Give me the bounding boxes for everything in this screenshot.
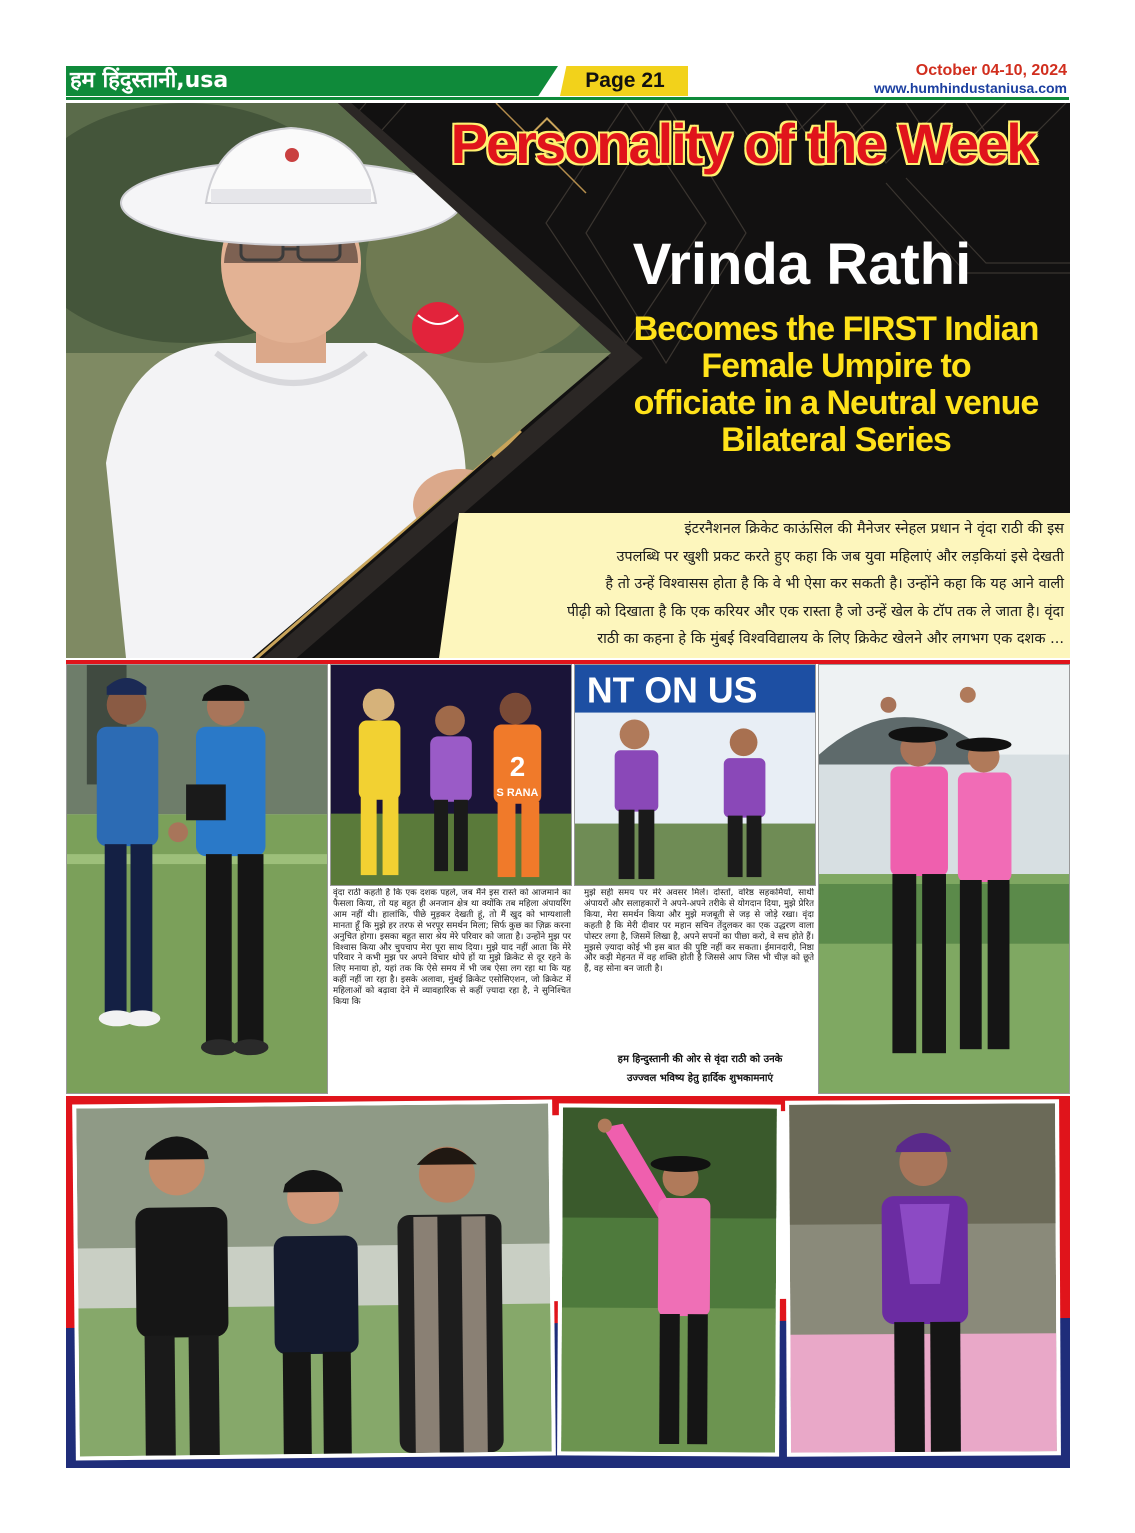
- group-photo-frame: [72, 1099, 556, 1460]
- article-paragraph: मुझे सही समय पर मेरे अवसर मिलें। दोस्तों, वरिष्ठ सहकर्मियों, साथी अंपायरों और सलाहकारों ने अपने-अपने तरीके से योगदान दिया, मुझे प्रेरित किया, मेरा समर्थन किया और मुझे मजबूती से जड़ से जोड़े रखा। वृंदा कहती है कि मेरी दीवार पर महान सचिन तेंदुलकर का एक उद्धरण वाला पोस्टर लगा है, जिसमें लिखा है, अपने सपनों का पीछा करो, वे सच होते हैं। मुझसे ज़्यादा कोई भी इस बात की पुष्टि नहीं कर सकता। ईमानदारी, निष्ठा और कड़ी मेहनत में वह शक्ति होती है जिससे आप जिस भी चीज़ को छूते हैं, वह सोना बन जाती है।: [584, 888, 814, 975]
- publication-name: हम हिंदुस्तानी,usa: [70, 68, 229, 93]
- article-column-2: [584, 888, 814, 1048]
- purple-umpire-frame: [785, 1099, 1061, 1456]
- group-photo: [76, 1104, 552, 1457]
- page-number: Page 21: [585, 69, 665, 92]
- issue-date: October 04-10, 2024: [915, 62, 1067, 79]
- wpl-match-photo: [330, 664, 572, 886]
- section-headline: Personality of the Week: [450, 112, 1036, 175]
- intro-line: राठी का कहना हे कि मुंबई विश्वविद्यालय के लिए क्रिकेट खेलने और लगभग एक दशक ...: [597, 631, 1064, 647]
- intro-line: उपलब्धि पर खुशी प्रकट करते हुए कहा कि जब युवा महिलाएं और लड़कियां इसे देखती: [616, 548, 1064, 565]
- article-column-1: [333, 888, 571, 1093]
- subhead-line: officiate in a Neutral venue: [633, 384, 1039, 422]
- masthead-rule: [66, 97, 1069, 100]
- signalling-umpire-photo: [561, 1107, 777, 1452]
- closing-wishes: [585, 1050, 815, 1088]
- two-umpires-photo: [574, 664, 816, 886]
- handshake-photo: [66, 664, 328, 1094]
- subheadline: [606, 311, 1066, 459]
- subhead-line: Bilateral Series: [721, 421, 951, 459]
- intro-line: है तो उन्हें विश्वासस होता है कि वे भी ऐसा कर सकती है। उन्होंने कहा कि यह आने वाली: [605, 576, 1064, 592]
- closing-line: हम हिन्दुस्तानी की ओर से वृंदा राठी को उनके: [617, 1054, 783, 1065]
- intro-line: इंटरनैशनल क्रिकेट काऊंसिल की मैनेजर स्नेहल प्रधान ने वृंदा राठी की इस: [684, 521, 1064, 537]
- purple-umpire-photo: [789, 1103, 1057, 1452]
- intro-paragraph: [452, 516, 1064, 654]
- closing-line: उज्ज्वल भविष्य हेतु हार्दिक शुभकामनाएं: [627, 1073, 773, 1084]
- stadium-banner-text: NT ON US: [586, 670, 758, 711]
- jersey-number: 2: [509, 751, 526, 782]
- intro-line: पीढ़ी को दिखाता है कि एक करियर और एक रास्ता है जो उन्हें खेल के टॉप तक ले जाता है। वृंदा: [566, 603, 1064, 620]
- website-link[interactable]: www.humhindustaniusa.com: [873, 80, 1067, 96]
- jersey-name: S RANA: [496, 786, 539, 799]
- personality-name: Vrinda Rathi: [632, 232, 972, 297]
- subhead-line: Becomes the FIRST Indian: [633, 310, 1039, 348]
- subhead-line: Female Umpire to: [701, 347, 971, 385]
- pink-umpires-photo: [818, 664, 1070, 1094]
- signal-photo-frame: [557, 1103, 781, 1456]
- article-paragraph: वृंदा राठी कहती है कि एक दशक पहले, जब मैंने इस रास्ते को आजमाने का फैसला किया, तो यह बहुत ही अनजान क्षेत्र था क्योंकि तब महिला अंपायरिंग आम नहीं थी। हालांकि, पीछे मुड़कर देखती हूं, तो मैं खुद को भाग्यशाली मानता हूँ कि मुझे हर तरफ से भरपूर समर्थन मिला; सिर्फ कुछ का ज़िक्र करना अनुचित होगा। इसका बहुत सारा श्रेय मेरे परिवार को जाता है। उन्होंने मुझ पर विश्वास किया और चुपचाप मेरा पूरा साथ दिया। मुझे याद नहीं आता कि मेरे परिवार ने कभी मुझ पर अपने विचार थोपे हों या मुझे क्रिकेट से दूर रहने के लिए मनाया हो, यहां तक कि ऐसे समय में भी जब ऐसा लग रहा था कि यह कहीं नहीं जा रहा है। इसके अलावा, मुंबई क्रिकेट एसोसिएशन, जो क्रिकेट में महिलाओं को बढ़ावा देने में व्यावहारिक से कहीं ज़्यादा रहा है, ने सुनिश्चित किया कि: [333, 888, 571, 1008]
